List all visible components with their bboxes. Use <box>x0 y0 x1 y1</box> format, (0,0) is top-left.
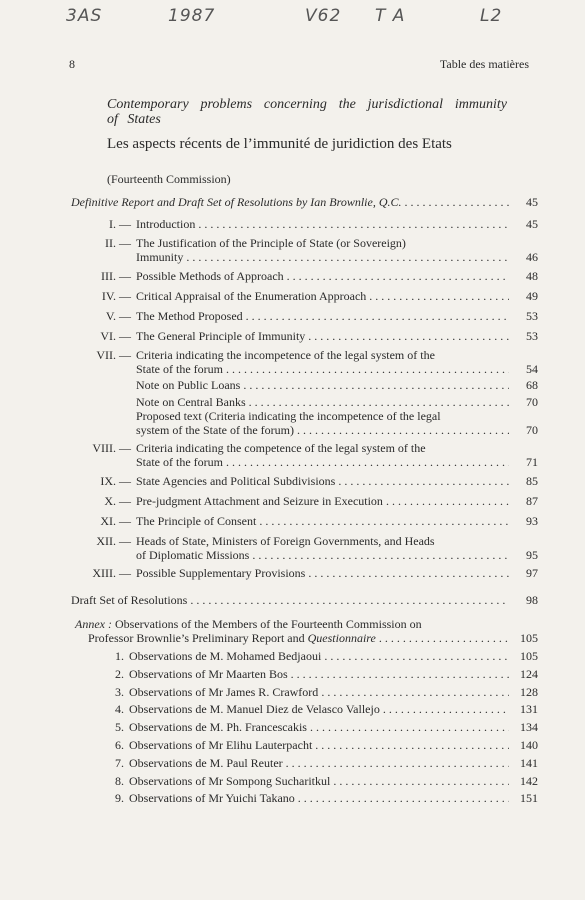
section-title-line <box>136 566 509 580</box>
annex-item-number: 1. <box>115 649 124 663</box>
annex-item-page: 105 <box>520 649 538 663</box>
section-title-line <box>136 289 509 303</box>
section-page: 97 <box>526 566 538 580</box>
french-title: Les aspects récents de l’immunité de juridiction des Etats <box>107 136 452 152</box>
annex-item-label: Observations de M. Manuel Diez de Velasco Vallejo <box>129 702 380 717</box>
section-title-text: system of the State of the forum) <box>136 423 294 437</box>
annex-item-number: 6. <box>115 738 124 752</box>
handwritten-note-2: 1987 <box>168 6 216 26</box>
annex-item <box>129 720 509 734</box>
section-page: 49 <box>526 289 538 303</box>
section-title-text: Pre-judgment Attachment and Seizure in Execution <box>136 494 383 508</box>
draft-entry <box>71 593 509 607</box>
dot-leader <box>223 455 509 469</box>
annex-item <box>129 738 509 752</box>
section-page: 87 <box>526 494 538 508</box>
section-numeral: V. — <box>105 309 131 323</box>
annex-item-page: 131 <box>520 702 538 717</box>
section-title-line <box>136 514 509 528</box>
section-title-text: Note on Public Loans <box>136 378 241 392</box>
section-page: 54 <box>526 362 538 376</box>
section-title-text: Heads of State, Ministers of Foreign Governments, and Heads <box>136 534 435 548</box>
dot-leader <box>223 362 509 376</box>
annex-item <box>129 756 509 770</box>
annex-item <box>129 649 509 663</box>
annex-item-page: 142 <box>520 773 538 788</box>
annex-item-number: 5. <box>115 720 124 735</box>
annex-item-label: Observations of Mr Sompong Sucharitkul <box>129 773 331 788</box>
section-numeral: IV. — <box>101 289 131 303</box>
annex-prefix: Annex : <box>75 617 112 631</box>
dot-leader <box>383 494 509 508</box>
section-numeral: XI. — <box>100 514 131 528</box>
report-page: 45 <box>526 195 538 209</box>
dot-leader <box>380 702 509 716</box>
section-page: 53 <box>526 329 538 343</box>
annex-item <box>129 774 509 788</box>
dot-leader <box>402 195 509 209</box>
section-numeral: VI. — <box>100 329 131 343</box>
section-title-line <box>136 494 509 508</box>
english-title: Contemporary problems concerning the jurisdictional immunity of States <box>107 97 507 127</box>
section-title-line <box>136 217 509 231</box>
section-title-text: Possible Supplementary Provisions <box>136 566 306 580</box>
annex-item-page: 140 <box>520 738 538 752</box>
section-title-line <box>136 269 509 283</box>
section-numeral: I. — <box>109 217 131 231</box>
annex-item-page: 124 <box>520 666 538 681</box>
section-title-text: Immunity <box>136 250 184 264</box>
handwritten-note-5: L2 <box>480 6 503 26</box>
annex-item-number: 8. <box>115 773 124 788</box>
section-title-line <box>136 309 509 323</box>
commission-label: (Fourteenth Commission) <box>107 172 231 186</box>
annex-item <box>129 791 509 805</box>
section-page: 45 <box>526 217 538 231</box>
dot-leader <box>246 395 509 409</box>
annex-item-number: 4. <box>115 702 124 717</box>
section-page: 48 <box>526 269 538 283</box>
dot-leader <box>307 720 509 734</box>
dot-leader <box>249 548 509 562</box>
dot-leader <box>195 217 509 231</box>
dot-leader <box>318 685 509 699</box>
section-title-line <box>136 362 509 376</box>
annex-item <box>129 667 509 681</box>
dot-leader <box>294 423 509 437</box>
dot-leader <box>284 269 509 283</box>
annex-item-page: 128 <box>520 684 538 699</box>
section-numeral: VII. — <box>96 348 131 362</box>
section-title-text: Possible Methods of Approach <box>136 269 284 283</box>
annex-line-2 <box>88 631 509 645</box>
handwritten-note-1: 3AS <box>66 6 103 26</box>
section-title-line <box>136 378 509 392</box>
annex-line-1 <box>75 617 509 631</box>
annex-heading: Observations of the Members of the Fourteenth Commission on <box>114 617 422 631</box>
running-head: Table des matières <box>439 57 529 71</box>
section-page: 95 <box>526 548 538 562</box>
section-title-line <box>136 250 509 264</box>
annex-item-label: Observations of Mr Elihu Lauterpacht <box>129 738 313 752</box>
section-title-text: State of the forum <box>136 362 223 376</box>
annex-item-page: 151 <box>520 791 538 806</box>
section-numeral: IX. — <box>100 474 131 488</box>
annex-item-label: Observations of Mr James R. Crawford <box>129 684 319 699</box>
section-title-text: The Method Proposed <box>136 309 243 323</box>
section-numeral: X. — <box>104 494 131 508</box>
section-page: 70 <box>526 395 538 409</box>
section-title-text: Introduction <box>136 217 196 231</box>
section-title-text: Proposed text (Criteria indicating the incompetence of the legal <box>136 409 441 423</box>
section-title-text: Critical Appraisal of the Enumeration Approach <box>136 289 367 303</box>
section-title-line <box>136 548 509 562</box>
annex-item-label: Observations de M. Mohamed Bedjaoui <box>129 649 322 663</box>
section-page: 93 <box>526 514 538 528</box>
dot-leader <box>312 738 509 752</box>
annex-item-number: 7. <box>115 755 124 770</box>
dot-leader <box>321 649 509 663</box>
section-title-text: State of the forum <box>136 455 223 469</box>
draft-page: 98 <box>526 593 538 607</box>
dot-leader <box>288 667 509 681</box>
section-title-line <box>136 423 509 437</box>
dot-leader <box>366 289 509 303</box>
page-number: 8 <box>69 57 75 71</box>
annex-page: 105 <box>520 631 538 645</box>
annex-item-number: 9. <box>115 791 124 806</box>
dot-leader <box>305 329 509 343</box>
dot-leader <box>335 474 509 488</box>
dot-leader <box>187 593 509 607</box>
section-title-text: of Diplomatic Missions <box>136 548 250 562</box>
section-numeral: III. — <box>101 269 131 283</box>
dot-leader <box>240 378 509 392</box>
section-title-text: Criteria indicating the incompetence of the legal system of the <box>136 348 435 362</box>
annex-item-label: Observations of Mr Yuichi Takano <box>129 791 295 806</box>
section-page: 46 <box>526 250 538 264</box>
dot-leader <box>283 756 509 770</box>
annex-item-page: 134 <box>520 720 538 735</box>
section-numeral: XII. — <box>96 534 131 548</box>
dot-leader <box>295 791 509 805</box>
draft-label: Draft Set of Resolutions <box>71 593 188 607</box>
dot-leader <box>305 566 509 580</box>
section-title-line <box>136 474 509 488</box>
section-numeral: XIII. — <box>92 566 131 580</box>
section-title-line <box>136 395 509 409</box>
section-title-text: Criteria indicating the competence of the legal system of the <box>136 441 426 455</box>
section-page: 53 <box>526 309 538 323</box>
dot-leader <box>243 309 509 323</box>
section-title-text: The Justification of the Principle of State (or Sovereign) <box>136 236 406 250</box>
section-page: 71 <box>526 455 538 469</box>
handwritten-note-3: V62 <box>305 6 342 26</box>
report-entry <box>71 195 509 209</box>
section-title-line <box>136 329 509 343</box>
section-page: 70 <box>526 423 538 437</box>
annex-item-number: 3. <box>115 684 124 699</box>
section-page: 85 <box>526 474 538 488</box>
dot-leader <box>376 631 509 645</box>
annex-item <box>129 685 509 699</box>
annex-item-label: Observations de M. Ph. Francescakis <box>129 720 307 735</box>
section-title-text: Note on Central Banks <box>136 395 246 409</box>
annex-item-label: Observations of Mr Maarten Bos <box>129 666 288 681</box>
dot-leader <box>330 774 509 788</box>
dot-leader <box>256 514 509 528</box>
section-title-line <box>136 455 509 469</box>
report-title: Definitive Report and Draft Set of Resolutions by Ian Brownlie, Q.C. <box>71 195 402 209</box>
dot-leader <box>183 250 509 264</box>
handwritten-note-4: T A <box>375 6 406 26</box>
annex-item-page: 141 <box>520 755 538 770</box>
section-page: 68 <box>526 378 538 392</box>
section-title-text: The Principle of Consent <box>136 514 257 528</box>
annex-item-number: 2. <box>115 666 124 681</box>
section-numeral: II. — <box>105 236 131 250</box>
annex-item <box>129 702 509 716</box>
annex-questionnaire: Questionnaire <box>307 631 376 645</box>
section-numeral: VIII. — <box>92 441 131 455</box>
section-title-text: The General Principle of Immunity <box>136 329 306 343</box>
annex-item-label: Observations de M. Paul Reuter <box>129 755 283 770</box>
section-title-text: State Agencies and Political Subdivisions <box>136 474 336 488</box>
annex-heading-cont: Professor Brownlie’s Preliminary Report and <box>88 631 308 645</box>
